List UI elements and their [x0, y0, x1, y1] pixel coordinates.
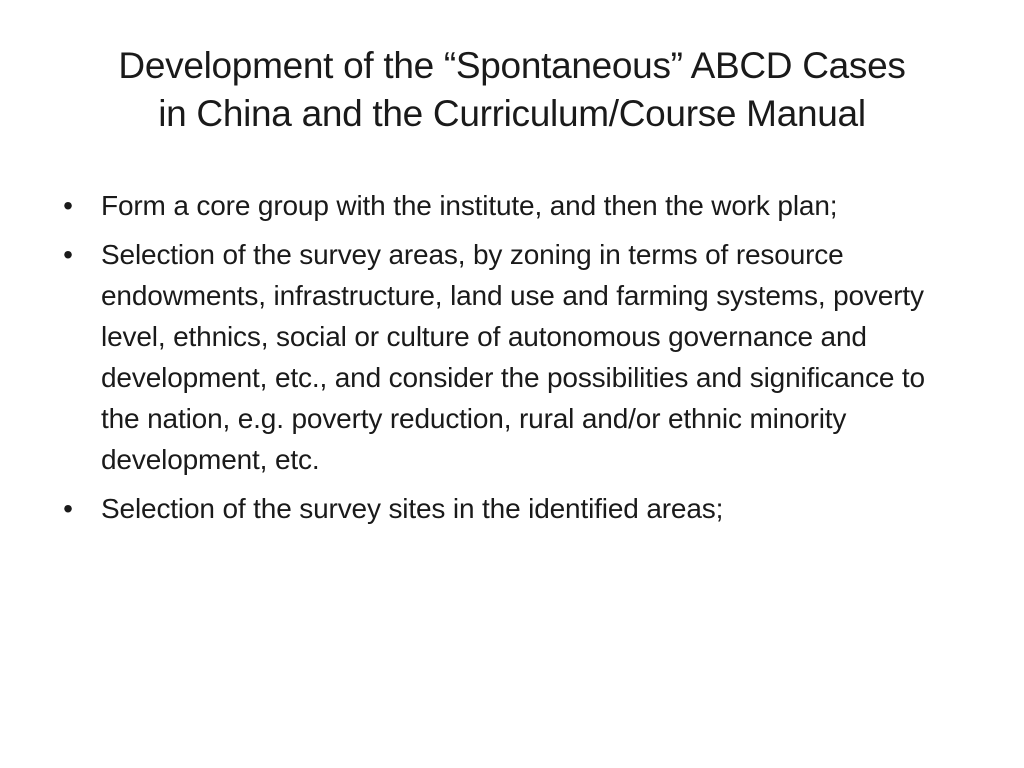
bullet-item-survey-sites	[58, 488, 958, 529]
bullet-text: Selection of the survey sites in the identified areas;	[101, 493, 724, 524]
bullet-list	[58, 185, 958, 537]
bullet-icon: •	[63, 239, 73, 270]
bullet-text: Form a core group with the institute, and then the work plan;	[101, 190, 838, 221]
slide-title-line-2: in China and the Curriculum/Course Manual	[158, 93, 866, 134]
bullet-text: Selection of the survey areas, by zoning in terms of resource endowments, infrastructure, land use and farming systems, poverty level, ethnics, social or culture of autonomous governance and development, etc., and consider the possibilities and significance to the nation, e.g. poverty reduction, rural and/or ethnic minority development, etc.	[101, 239, 925, 475]
slide-title	[40, 42, 984, 138]
bullet-icon: •	[63, 190, 73, 221]
bullet-icon: •	[63, 493, 73, 524]
bullet-item-survey-areas	[58, 234, 958, 480]
slide-title-line-1: Development of the “Spontaneous” ABCD Cases	[118, 45, 906, 86]
bullet-item-core-group	[58, 185, 958, 226]
